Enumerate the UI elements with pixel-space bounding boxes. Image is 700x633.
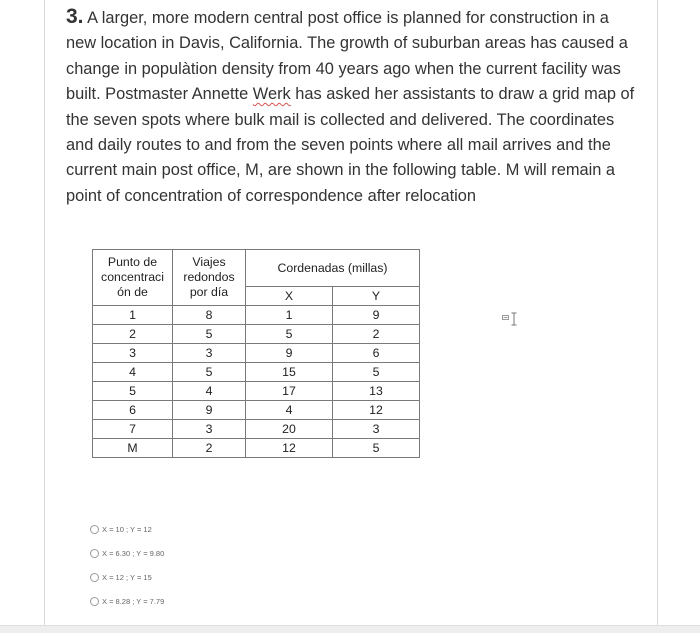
cell-trips: 3 — [173, 420, 246, 439]
cell-trips: 8 — [173, 306, 246, 325]
text-cursor-icon — [502, 312, 520, 326]
cell-point: 7 — [93, 420, 173, 439]
question-text-after: has asked her assistants to draw a grid map of the seven spots where bulk mail is collected and delivered. The coordinates and daily routes to and from the seven points where all mail arrives and the current main post office, M, are shown in the following table. M will remain a point of concentration of correspondence after relocation — [66, 85, 635, 205]
cell-trips: 2 — [173, 439, 246, 458]
table-row — [93, 439, 420, 458]
header-x: X — [246, 287, 333, 306]
cell-trips: 5 — [173, 325, 246, 344]
cell-y: 5 — [333, 439, 420, 458]
cell-x: 12 — [246, 439, 333, 458]
cell-trips: 5 — [173, 363, 246, 382]
cell-x: 4 — [246, 401, 333, 420]
table-row — [93, 401, 420, 420]
header-point-line2: concentraci — [101, 270, 164, 284]
coordinates-table — [92, 249, 420, 458]
header-coordinates: Cordenadas (millas) — [246, 250, 420, 287]
answer-option[interactable] — [90, 541, 164, 565]
radio-button[interactable] — [90, 525, 99, 534]
table-row — [93, 420, 420, 439]
radio-button[interactable] — [90, 573, 99, 582]
header-trips-line3: por día — [189, 285, 229, 299]
cell-trips: 3 — [173, 344, 246, 363]
cell-y: 9 — [333, 306, 420, 325]
cell-x: 1 — [246, 306, 333, 325]
cell-x: 17 — [246, 382, 333, 401]
cell-point: 4 — [93, 363, 173, 382]
cell-point: 1 — [93, 306, 173, 325]
spellcheck-flagged-word: Werk — [252, 85, 291, 104]
cell-y: 2 — [333, 325, 420, 344]
table-row — [93, 344, 420, 363]
header-point — [93, 250, 173, 306]
cell-trips: 4 — [173, 382, 246, 401]
header-trips-line1: Viajes — [192, 255, 226, 269]
cell-x: 5 — [246, 325, 333, 344]
answer-option[interactable] — [90, 517, 164, 541]
question-number: 3. — [66, 5, 84, 28]
header-trips-line2: redondos — [183, 270, 235, 284]
table-row — [93, 306, 420, 325]
cell-point: M — [93, 439, 173, 458]
header-y: Y — [333, 287, 420, 306]
question-text — [66, 4, 636, 209]
answer-option[interactable] — [90, 589, 164, 613]
cell-y: 13 — [333, 382, 420, 401]
cell-point: 3 — [93, 344, 173, 363]
cell-y: 12 — [333, 401, 420, 420]
option-label: X = 6.30 ; Y = 9.80 — [102, 548, 165, 558]
header-trips — [173, 250, 246, 306]
table-row — [93, 382, 420, 401]
option-label: X = 10 ; Y = 12 — [102, 524, 152, 534]
cell-y: 3 — [333, 420, 420, 439]
radio-button[interactable] — [90, 549, 99, 558]
question-text-before: A larger, more modern central post office is planned for construction in a new location in Davis, California. The growth of suburban areas has caused a change in populàtion density from 40 years ago when the current facility was built. Postmaster Annette — [66, 9, 628, 104]
answer-options — [90, 517, 164, 613]
cell-point: 2 — [93, 325, 173, 344]
radio-button[interactable] — [90, 597, 99, 606]
cell-x: 9 — [246, 344, 333, 363]
cell-y: 5 — [333, 363, 420, 382]
header-point-line1: Punto de — [107, 255, 158, 269]
cell-y: 6 — [333, 344, 420, 363]
cell-x: 20 — [246, 420, 333, 439]
header-point-line3: ón de — [117, 285, 148, 299]
cell-x: 15 — [246, 363, 333, 382]
cell-trips: 9 — [173, 401, 246, 420]
option-label: X = 8.28 ; Y = 7.79 — [102, 596, 165, 606]
option-label: X = 12 ; Y = 15 — [102, 572, 152, 582]
cell-point: 6 — [93, 401, 173, 420]
table-row — [93, 325, 420, 344]
table-row — [93, 363, 420, 382]
answer-option[interactable] — [90, 565, 164, 589]
cell-point: 5 — [93, 382, 173, 401]
